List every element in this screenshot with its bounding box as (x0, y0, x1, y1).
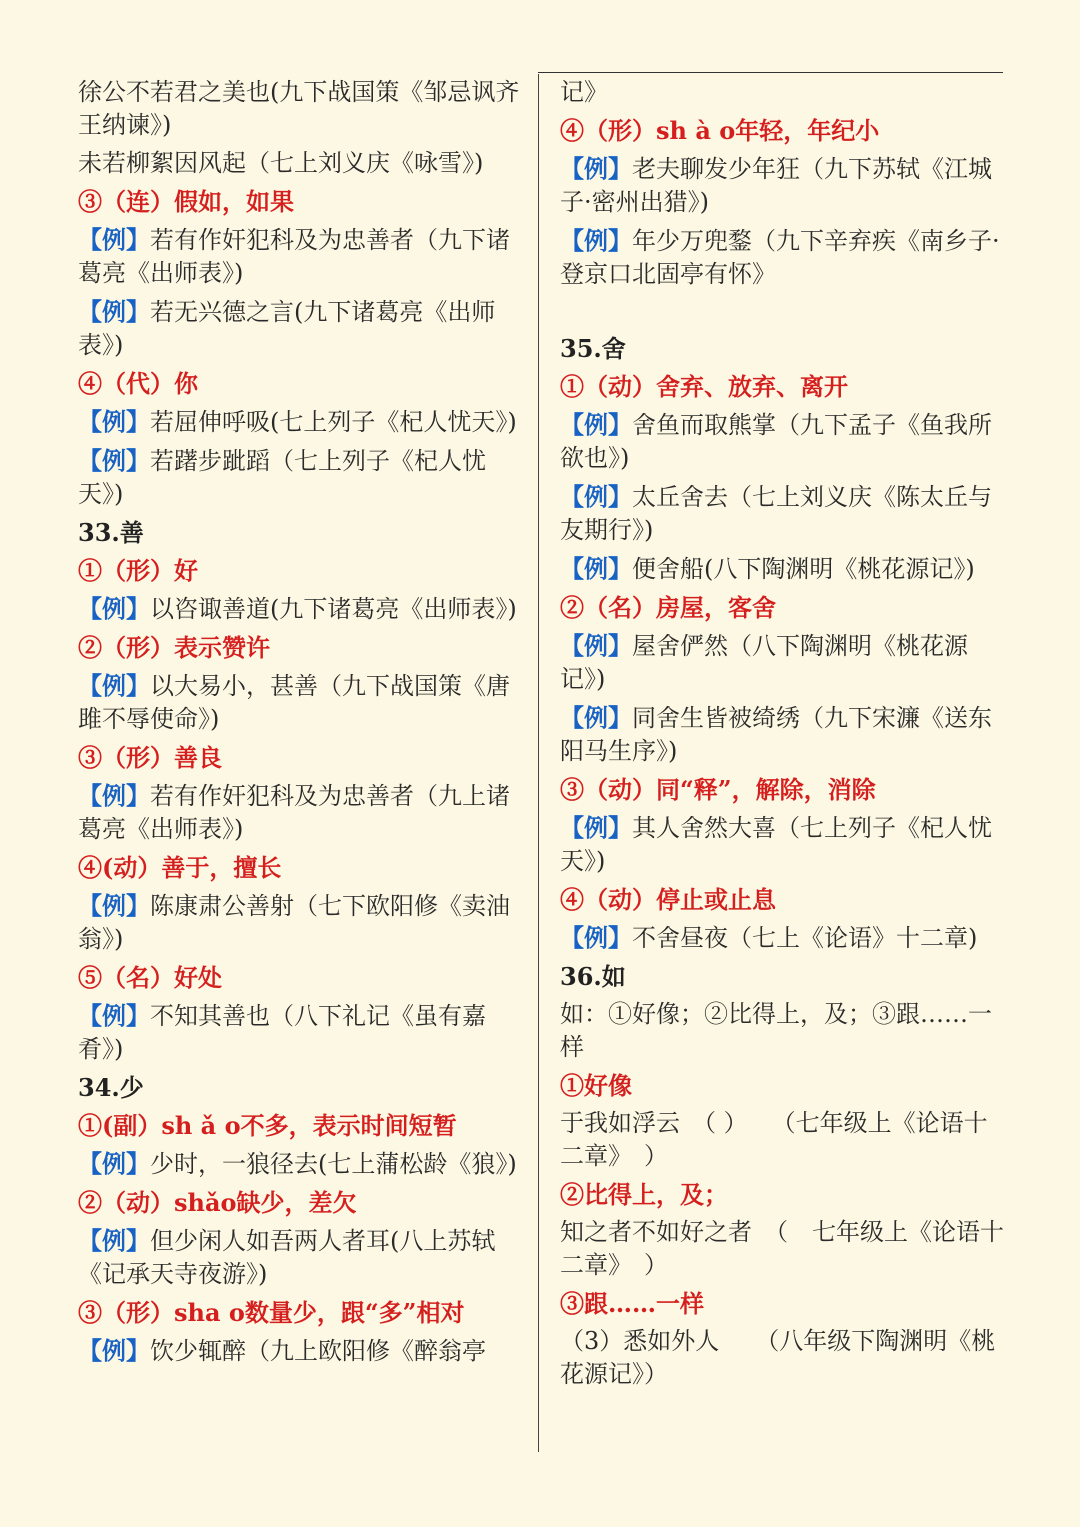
example-text: 年少万兜鍪（九下辛弃疾《南乡子·登京口北固亭有怀》 (560, 227, 1000, 288)
sense-heading: ③（动）同“释”，解除，消除 (560, 775, 876, 804)
example-tag: 【例】 (78, 1149, 150, 1178)
example-text: 若有作奸犯科及为忠善者（九上诸葛亮《出师表》) (78, 782, 510, 843)
example-tag: 【例】 (78, 225, 150, 254)
example-tag: 【例】 (560, 813, 632, 842)
example-entry (560, 629, 1006, 696)
example-text: 少时，一狼径去(七上蒲松龄《狼》) (150, 1150, 517, 1178)
example-tag: 【例】 (78, 407, 150, 436)
example-entry (560, 921, 1006, 955)
sense-heading: ③（形）善良 (78, 743, 222, 772)
entry-heading: 34.少 (78, 1073, 144, 1102)
example-text: 便舍船(八下陶渊明《桃花源记》) (632, 555, 975, 583)
example-tag: 【例】 (78, 297, 150, 326)
sense-heading: ①好像 (560, 1071, 632, 1100)
example-tag: 【例】 (78, 671, 150, 700)
example-tag: 【例】 (560, 703, 632, 732)
example-tag: 【例】 (78, 1226, 150, 1255)
example-entry (560, 701, 1006, 768)
example-tag: 【例】 (78, 891, 150, 920)
entry-heading: 36.如 (560, 962, 626, 991)
left-column (78, 76, 524, 1373)
example-tag: 【例】 (78, 781, 150, 810)
example-entry (78, 1334, 524, 1368)
example-tag: 【例】 (78, 446, 150, 475)
example-entry (78, 444, 524, 511)
example-tag: 【例】 (560, 923, 632, 952)
entry-heading: 35.舍 (560, 334, 626, 363)
example-text: 若躇步跐蹈（七上列子《杞人忧天》) (78, 447, 486, 508)
body-text: 如：①好像；②比得上，及；③跟……一样 (560, 1000, 992, 1061)
example-text: 以大易小，甚善（九下战国策《唐雎不辱使命》) (78, 672, 510, 733)
example-text: 同舍生皆被绮绣（九下宋濂《送东阳马生序》) (560, 704, 992, 765)
sense-heading: ②比得上，及； (560, 1180, 728, 1209)
example-tag: 【例】 (78, 594, 150, 623)
example-entry (560, 552, 1006, 586)
entry-heading: 33.善 (78, 518, 144, 547)
section-spacer (560, 296, 1006, 332)
example-entry (78, 779, 524, 846)
sense-heading: ④（动）停止或止息 (560, 885, 776, 914)
example-tag: 【例】 (560, 482, 632, 511)
example-text: 但少闲人如吾两人者耳(八上苏轼《记承天寺夜游》) (78, 1227, 496, 1288)
sense-heading: ⑤（名）好处 (78, 963, 222, 992)
sense-heading: ①（动）舍弃、放弃、离开 (560, 372, 848, 401)
example-text: 不舍昼夜（七上《论语》十二章) (632, 924, 978, 952)
example-text: 太丘舍去（七上刘义庆《陈太丘与友期行》) (560, 483, 992, 544)
example-entry (78, 223, 524, 290)
example-entry (78, 1147, 524, 1181)
example-entry (78, 295, 524, 362)
example-tag: 【例】 (560, 631, 632, 660)
example-text: 若有作奸犯科及为忠善者（九下诸葛亮《出师表》) (78, 226, 510, 287)
body-text: 徐公不若君之美也(九下战国策《邹忌讽齐王纳谏》) (78, 78, 520, 139)
sense-heading: ③跟……一样 (560, 1289, 704, 1318)
example-text: 屋舍俨然（八下陶渊明《桃花源记》) (560, 632, 968, 693)
body-text: 记》 (560, 78, 608, 106)
example-text: 不知其善也（八下礼记《虽有嘉肴》) (78, 1002, 486, 1063)
example-tag: 【例】 (560, 554, 632, 583)
example-text: 其人舍然大喜（七上列子《杞人忧天》) (560, 814, 992, 875)
example-entry (560, 811, 1006, 878)
example-text: 若屈伸呼吸(七上列子《杞人忧天》) (150, 408, 517, 436)
example-entry (560, 480, 1006, 547)
column-divider (538, 74, 539, 1452)
sense-heading: ①(副）sh ǎ o不多，表示时间短暂 (78, 1111, 457, 1140)
example-tag: 【例】 (78, 1001, 150, 1030)
example-entry (78, 405, 524, 439)
example-entry (560, 408, 1006, 475)
example-entry (78, 999, 524, 1066)
example-entry (78, 592, 524, 626)
right-column (560, 76, 1006, 1396)
example-entry (78, 669, 524, 736)
example-entry (78, 889, 524, 956)
body-text: （3）悉如外人 （八年级下陶渊明《桃花源记》） (560, 1327, 996, 1388)
sense-heading: ④（形）sh à o年轻，年纪小 (560, 116, 880, 145)
example-text: 若无兴德之言(九下诸葛亮《出师表》) (78, 298, 496, 359)
sense-heading: ④（代）你 (78, 369, 198, 398)
body-text: 于我如浮云 （ ） （七年级上《论语十二章》 ） (560, 1109, 988, 1170)
sense-heading: ③（连）假如，如果 (78, 187, 294, 216)
sense-heading: ②（动）shǎo缺少，差欠 (78, 1188, 357, 1217)
body-text: 知之者不如好之者 （ 七年级上《论语十二章》 ） (560, 1218, 1004, 1279)
sense-heading: ④(动）善于，擅长 (78, 853, 282, 882)
example-tag: 【例】 (560, 154, 632, 183)
sense-heading: ②（名）房屋，客舍 (560, 593, 776, 622)
example-text: 老夫聊发少年狂（九下苏轼《江城子·密州出猎》) (560, 155, 992, 216)
example-entry (78, 1224, 524, 1291)
sense-heading: ①（形）好 (78, 556, 198, 585)
example-tag: 【例】 (560, 226, 632, 255)
example-tag: 【例】 (78, 1336, 150, 1365)
example-text: 饮少辄醉（九上欧阳修《醉翁亭 (150, 1337, 486, 1365)
example-text: 陈康肃公善射（七下欧阳修《卖油翁》) (78, 892, 510, 953)
example-tag: 【例】 (560, 410, 632, 439)
sense-heading: ③（形）sha o数量少，跟“多”相对 (78, 1298, 465, 1327)
sense-heading: ②（形）表示赞许 (78, 633, 270, 662)
body-text: 未若柳絮因风起（七上刘义庆《咏雪》) (78, 149, 484, 177)
example-text: 舍鱼而取熊掌（九下孟子《鱼我所欲也》) (560, 411, 992, 472)
example-entry (560, 224, 1006, 291)
example-text: 以咨诹善道(九下诸葛亮《出师表》) (150, 595, 517, 623)
example-entry (560, 152, 1006, 219)
top-rule (538, 72, 1003, 73)
